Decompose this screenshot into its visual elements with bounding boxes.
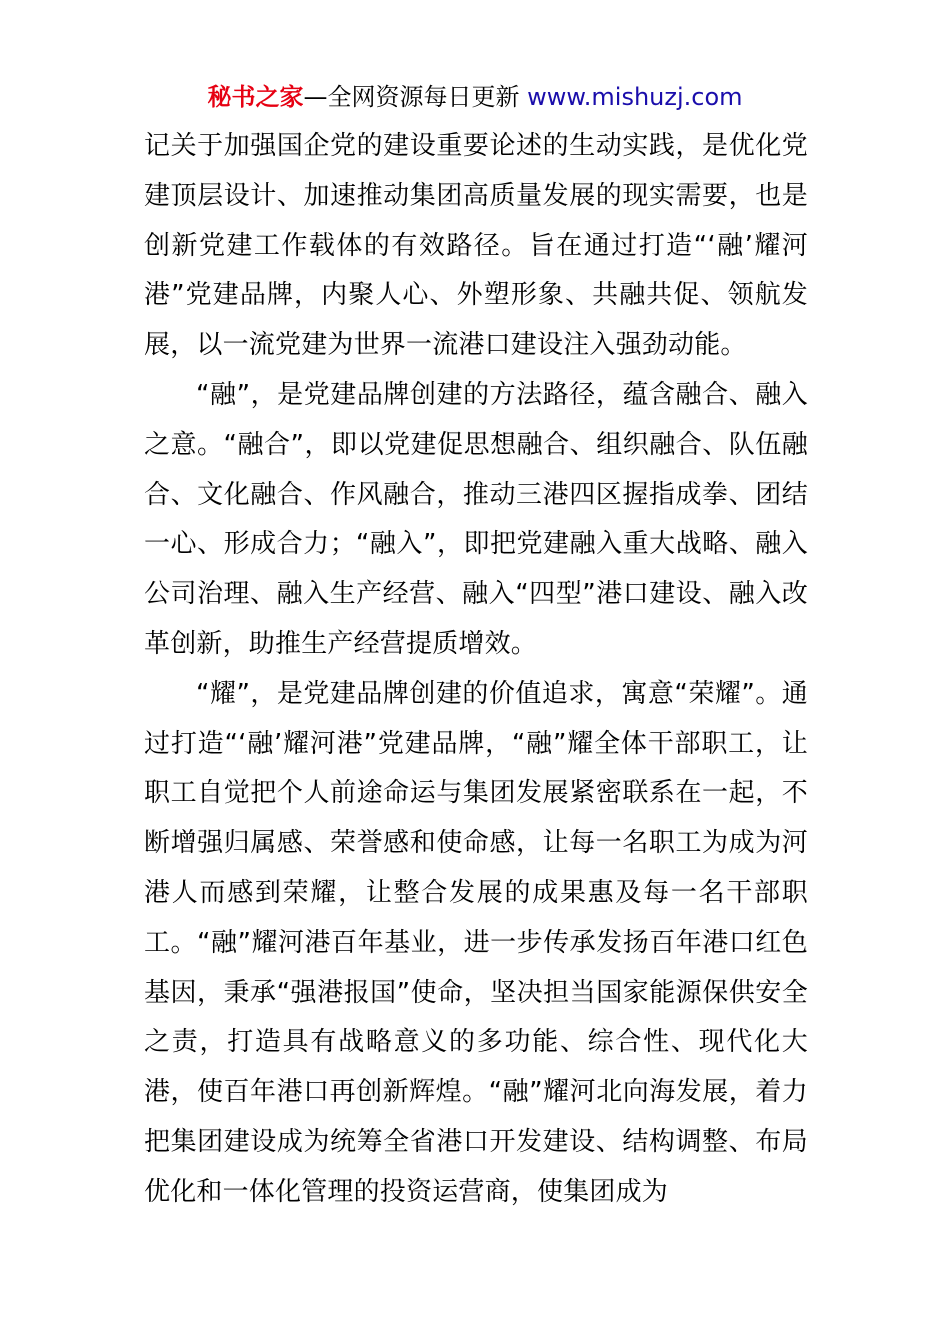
site-slogan: —全网资源每日更新 bbox=[303, 83, 520, 111]
paragraph-continuation: 记关于加强国企党的建设重要论述的生动实践，是优化党建顶层设计、加速推动集团高质量发展的现实需要，也是创新党建工作载体的有效路径。旨在通过打造“‘融’耀河港”党建品牌，内聚人心、外塑形象、共融共促、领航发展，以一流党建为世界一流港口建设注入强劲动能。 bbox=[144, 131, 808, 361]
site-brand: 秘书之家 bbox=[207, 83, 304, 111]
site-url[interactable]: www.mishuzj.com bbox=[527, 83, 743, 111]
paragraph-rong: “融”，是党建品牌创建的方法路径，蕴含融合、融入之意。“融合”，即以党建促思想融合、组织融合、队伍融合、文化融合、作风融合，推动三港四区握指成拳、团结一心、形成合力；“融入”，即把党建融入重大战略、融入公司治理、融入生产经营、融入“四型”港口建设、融入改革创新，助推生产经营提质增效。 bbox=[144, 379, 808, 659]
document-body bbox=[144, 122, 808, 1218]
page-header bbox=[0, 80, 950, 114]
paragraph-yao: “耀”，是党建品牌创建的价值追求，寓意“荣耀”。通过打造“‘融’耀河港”党建品牌，“融”耀全体干部职工，让职工自觉把个人前途命运与集团发展紧密联系在一起，不断增强归属感、荣誉感和使命感，让每一名职工为成为河港人而感到荣耀，让整合发展的成果惠及每一名干部职工。“融”耀河港百年基业，进一步传承发扬百年港口红色基因，秉承“强港报国”使命，坚决担当国家能源保供安全之责，打造具有战略意义的多功能、综合性、现代化大港，使百年港口再创新辉煌。“融”耀河北向海发展，着力把集团建设成为统筹全省港口开发建设、结构调整、布局优化和一体化管理的投资运营商，使集团成为 bbox=[144, 678, 808, 1207]
